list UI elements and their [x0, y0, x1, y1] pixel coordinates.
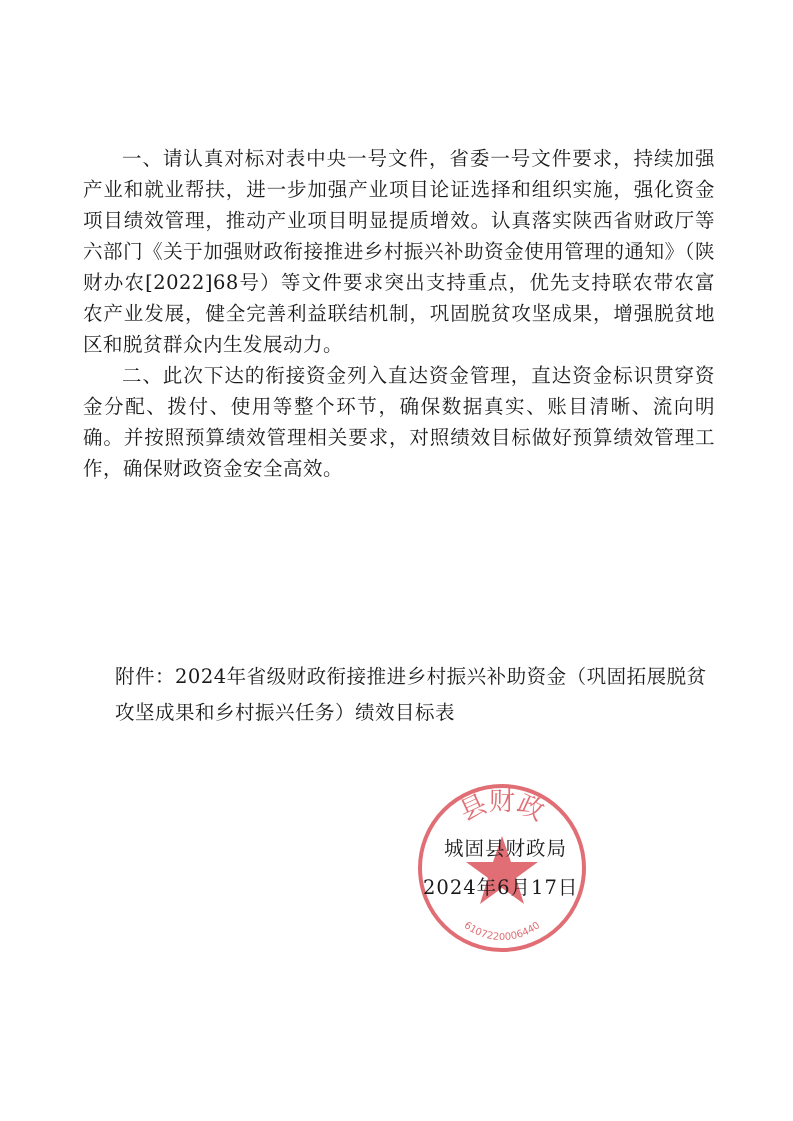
official-seal: [412, 778, 592, 958]
signing-date: 2024年6月17日: [423, 876, 579, 899]
signing-organization: 城固县财政局: [444, 837, 568, 860]
document-body: [83, 143, 715, 484]
attachment-note: [115, 659, 715, 731]
attachment-label: 附件：: [115, 665, 176, 688]
seal-number: 6107220006440: [461, 920, 543, 943]
attachment-title: 2024年省级财政衔接推进乡村振兴补助资金（巩固拓展脱贫攻坚成果和乡村振兴任务）绩效目标表: [115, 665, 707, 724]
paragraph-2: 二、此次下达的衔接资金列入直达资金管理，直达资金标识贯穿资金分配、拨付、使用等整个环节，确保数据真实、账目清晰、流向明确。并按照预算绩效管理相关要求，对照绩效目标做好预算绩效管理工作，确保财政资金安全高效。: [83, 364, 715, 480]
paragraph-1: 一、请认真对标对表中央一号文件，省委一号文件要求，持续加强产业和就业帮扶，进一步加强产业项目论证选择和组织实施，强化资金项目绩效管理，推动产业项目明显提质增效。认真落实陕西省财政厅等六部门《关于加强财政衔接推进乡村振兴补助资金使用管理的通知》（陕财办农[2022]68号）等文件要求突出支持重点，优先支持联农带农富农产业发展，健全完善利益联结机制，巩固脱贫攻坚成果，增强脱贫地区和脱贫群众内生发展动力。: [83, 147, 715, 356]
seal-top-text: 县财政: [455, 787, 549, 828]
